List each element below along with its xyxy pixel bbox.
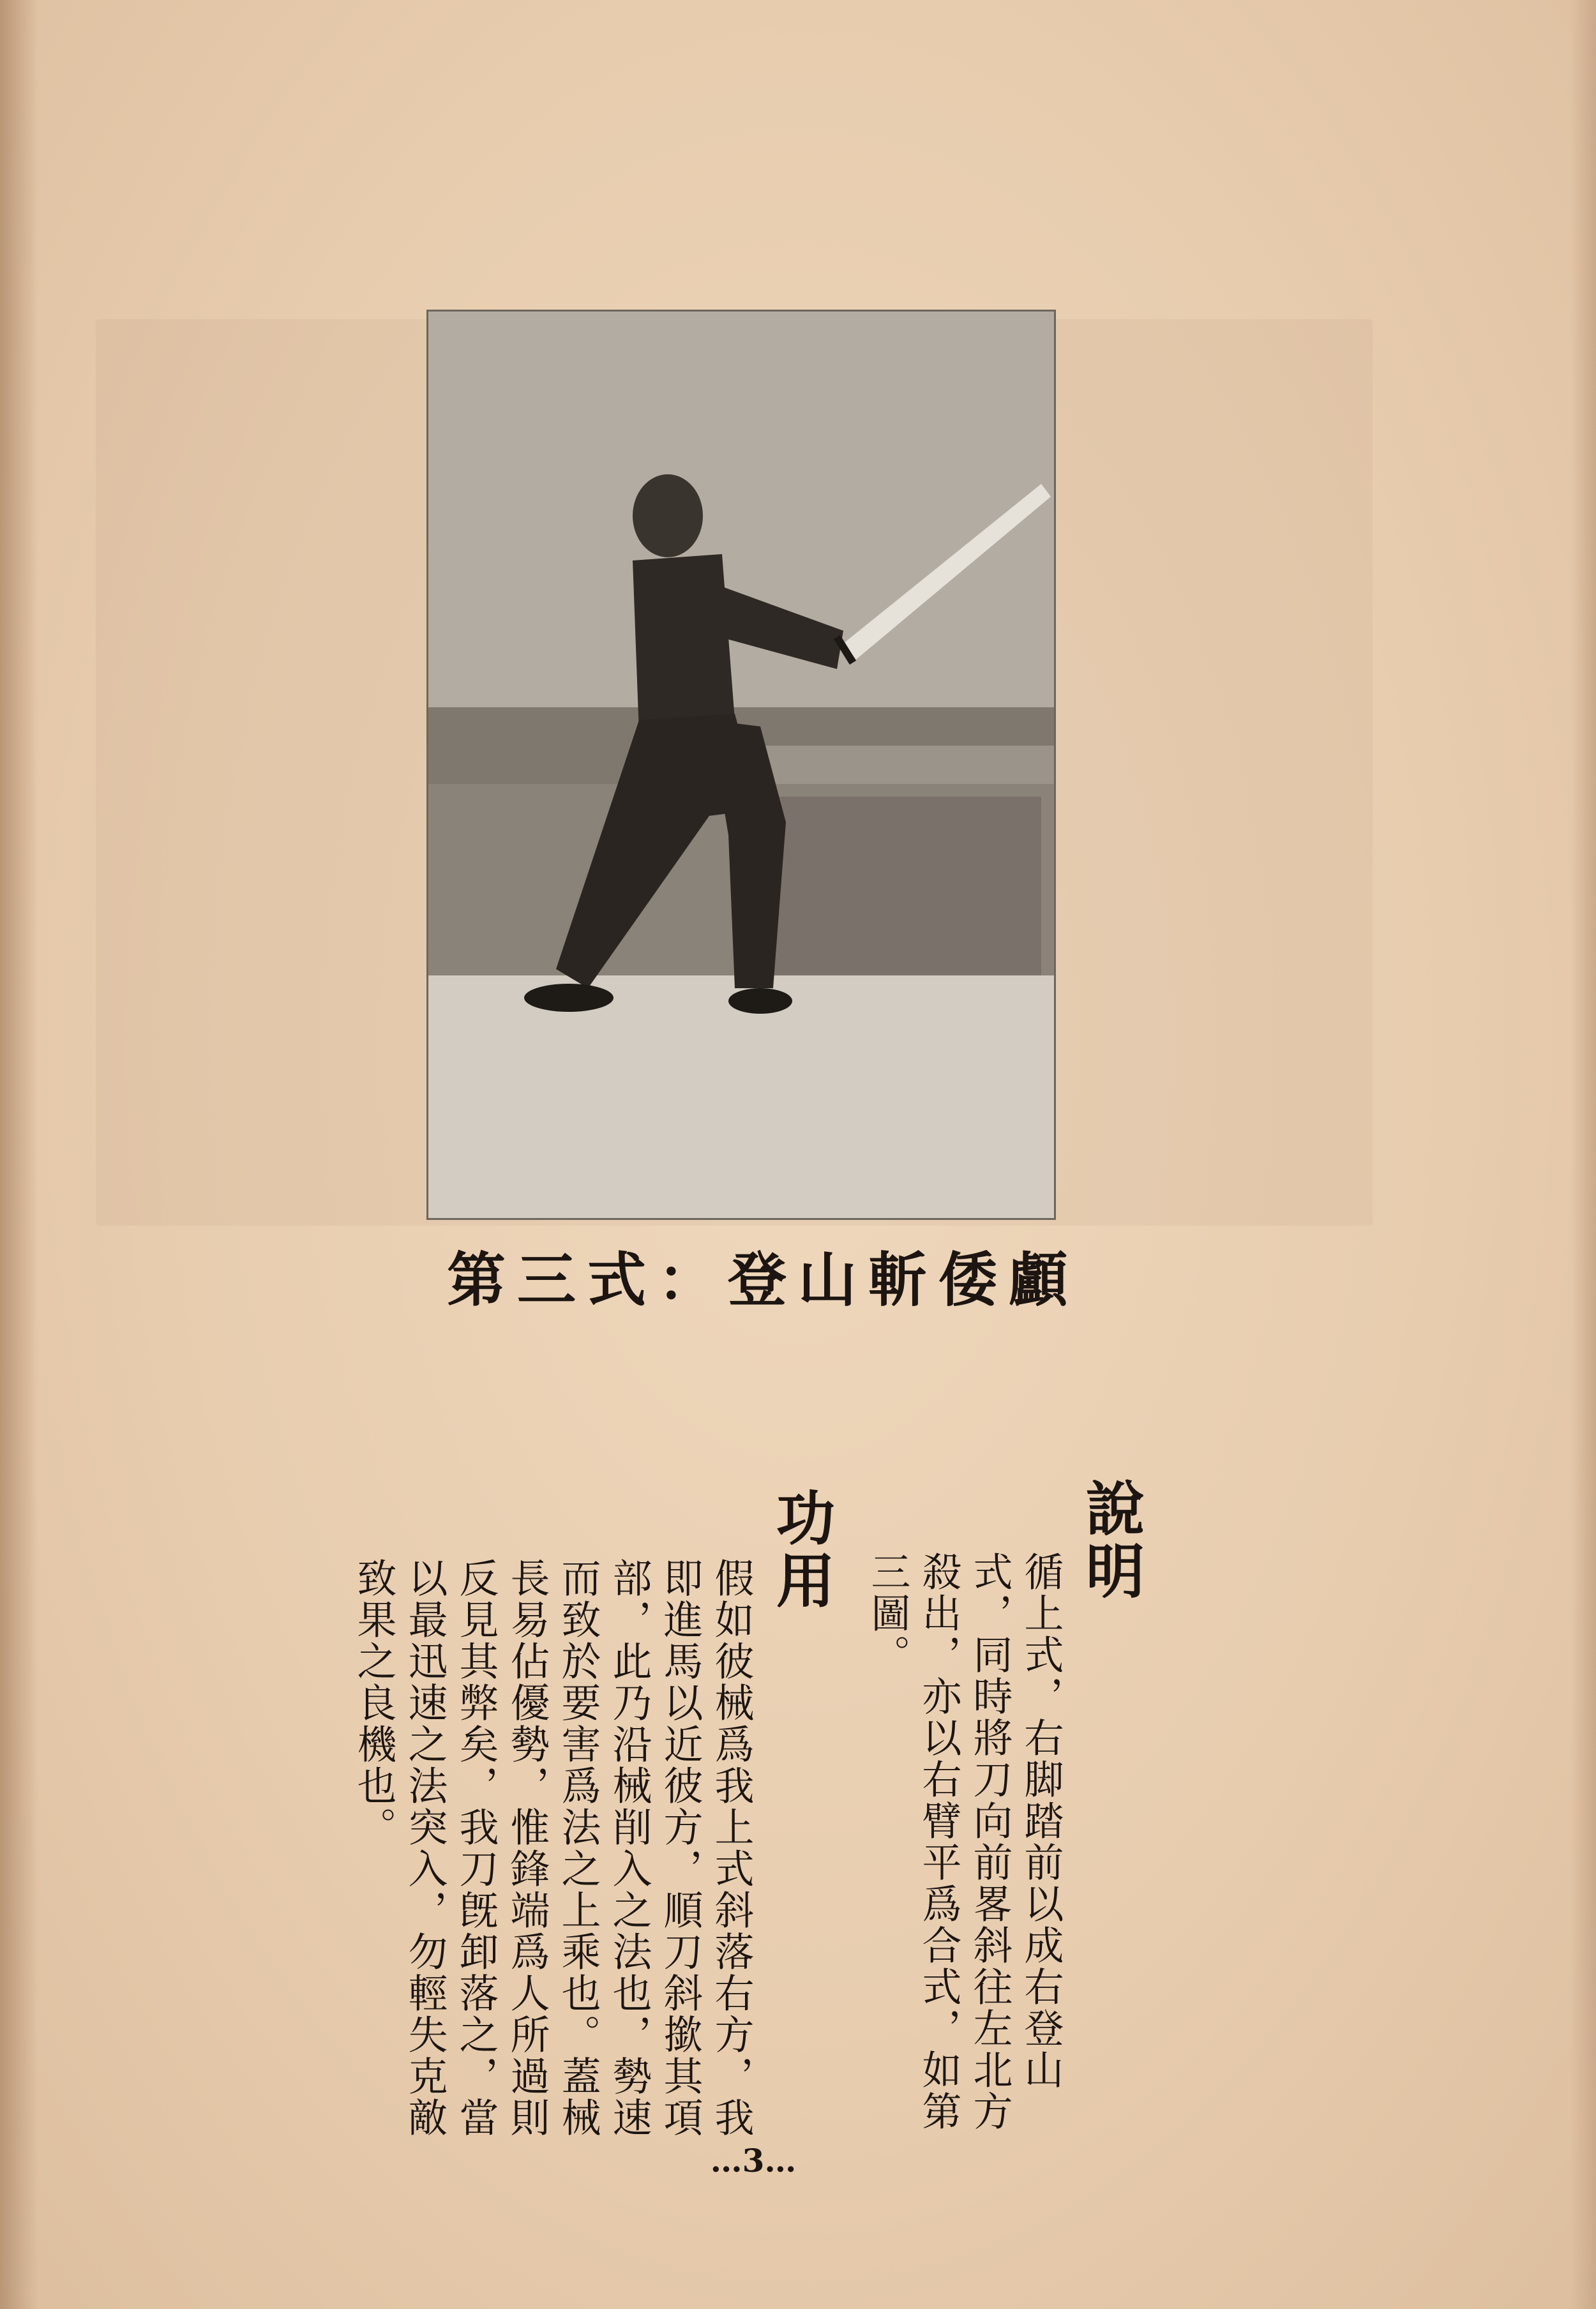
- page-number: …3…: [710, 2142, 797, 2179]
- heading-shuoming: 說明: [1076, 1478, 1145, 1603]
- right-edge-shadow: [1570, 0, 1596, 2309]
- text-gongyong: 假如彼械爲我上式斜落右方，我即進馬以近彼方，順刀斜撳其項部，此乃沿械削入之法也，勢速而致於要害爲法之上乘也。蓋械長易佔優勢，惟鋒端爲人所過則反見其弊矣，我刀旣卸落之，當以最迅速之法突入，勿輕失克敵致果之良機也。: [350, 1558, 755, 2139]
- figure-caption: 第三式：登山斬倭顱: [447, 1245, 1080, 1314]
- swordsman-photo: [426, 310, 1056, 1220]
- heading-gongyong: 功用: [767, 1487, 836, 1613]
- text-shuoming: 循上式，右脚踏前以成右登山式，同時將刀向前畧斜往左北方殺出，亦以右臂平爲合式，如第三圖。: [864, 1551, 1064, 2132]
- left-edge-shadow: [0, 0, 38, 2309]
